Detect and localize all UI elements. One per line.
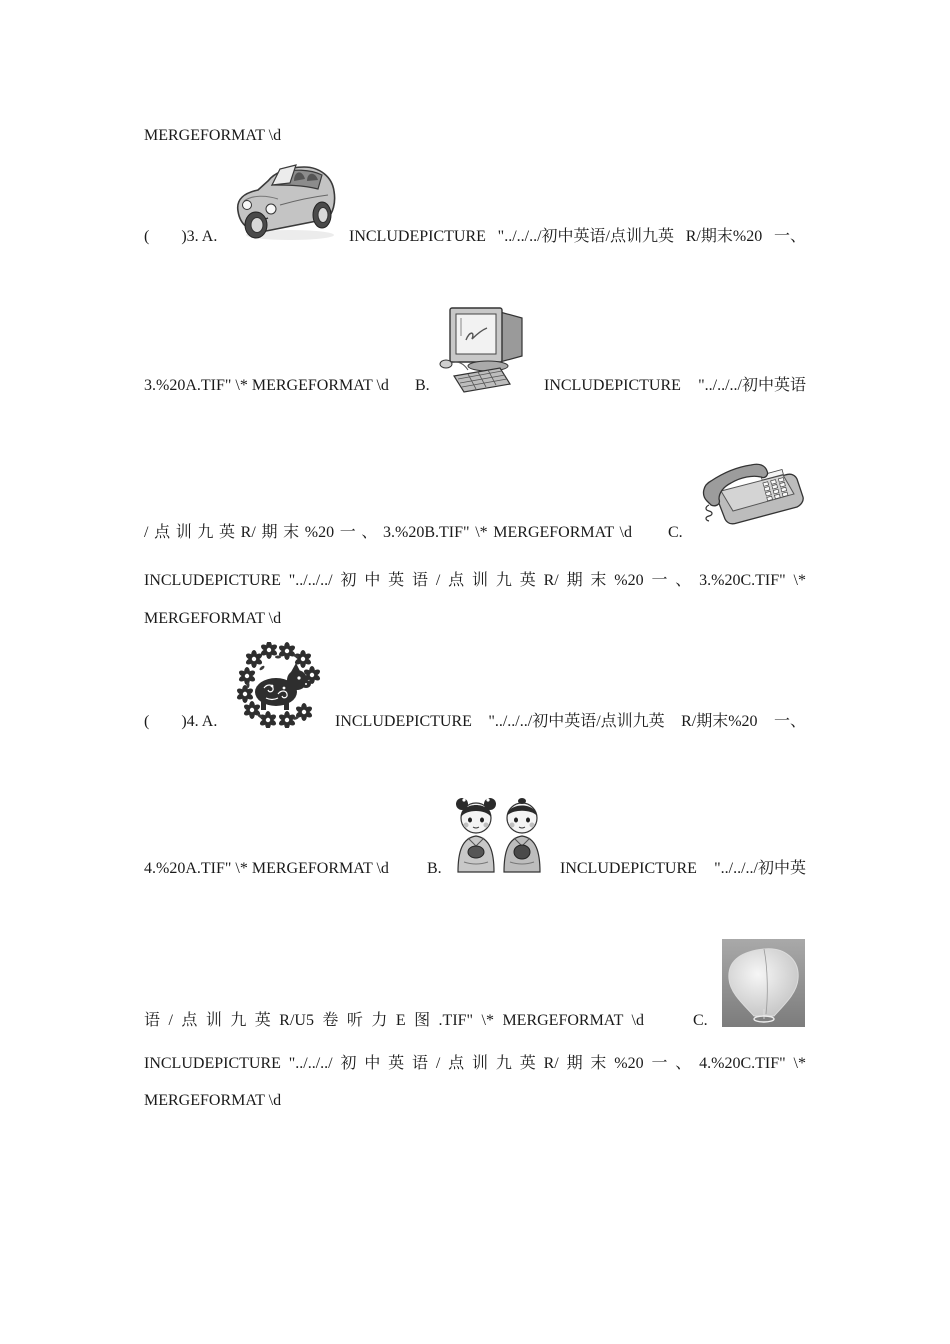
q3-option-b-field-line	[544, 376, 806, 396]
q4-option-a-field-line	[335, 712, 806, 732]
q3-option-a-field-end: 3.%20A.TIF" \* MERGEFORMAT \d	[144, 377, 389, 394]
computer-image	[438, 306, 535, 393]
q4-option-c-field-end: MERGEFORMAT \d	[144, 1092, 282, 1109]
q4-option-b-field-end-line	[144, 1011, 644, 1031]
telephone-image	[697, 457, 805, 527]
q3-option-a-field-line	[349, 227, 806, 247]
q3-option-c-field-line	[144, 571, 806, 591]
car-image	[232, 155, 338, 243]
q3-option-a-field-start: INCLUDEPICTURE "../../../初中英语/点训九英 R/期末%20 一、	[349, 228, 806, 245]
q3-option-b-label: B.	[415, 377, 430, 394]
q4-option-b-field-line	[560, 859, 806, 879]
q3-option-c-field-end: MERGEFORMAT \d	[144, 610, 282, 627]
q3-option-b-field-end-line	[144, 523, 632, 543]
previous-field-end: MERGEFORMAT \d	[144, 127, 282, 144]
q4-option-c-label: C.	[693, 1012, 708, 1029]
q3-option-c-label: C.	[668, 524, 683, 541]
q4-option-b-field-end: 语 / 点 训 九 英 R/U5 卷 听 力 E 图 .TIF" \* MERGEFORMAT \d	[144, 1012, 644, 1029]
q4-option-a-field-end: 4.%20A.TIF" \* MERGEFORMAT \d	[144, 860, 389, 877]
q4-stem: ( )4. A.	[144, 713, 218, 730]
q4-option-c-field-line	[144, 1054, 806, 1074]
paper-cut-image	[234, 642, 322, 728]
q3-stem: ( )3. A.	[144, 228, 218, 245]
q4-option-c-field-start: INCLUDEPICTURE "../../../ 初 中 英 语 / 点 训 九 英 R/ 期 末 %20 一 、 4.%20C.TIF" \*	[144, 1055, 806, 1072]
q3-option-b-field-start: INCLUDEPICTURE "../../../初中英语	[544, 377, 806, 394]
sky-lantern-image	[722, 939, 805, 1027]
q4-option-b-label: B.	[427, 860, 442, 877]
q4-option-b-field-start: INCLUDEPICTURE "../../../初中英	[560, 860, 806, 877]
children-image	[450, 792, 548, 874]
q3-option-c-field-start: INCLUDEPICTURE "../../../ 初 中 英 语 / 点 训 九 英 R/ 期 末 %20 一 、 3.%20C.TIF" \*	[144, 572, 806, 589]
q3-option-b-field-end: / 点 训 九 英 R/ 期 末 %20 一 、 3.%20B.TIF" \* MERGEFORMAT \d	[144, 524, 632, 541]
q4-option-a-field-start: INCLUDEPICTURE "../../../初中英语/点训九英 R/期末%20 一、	[335, 713, 806, 730]
